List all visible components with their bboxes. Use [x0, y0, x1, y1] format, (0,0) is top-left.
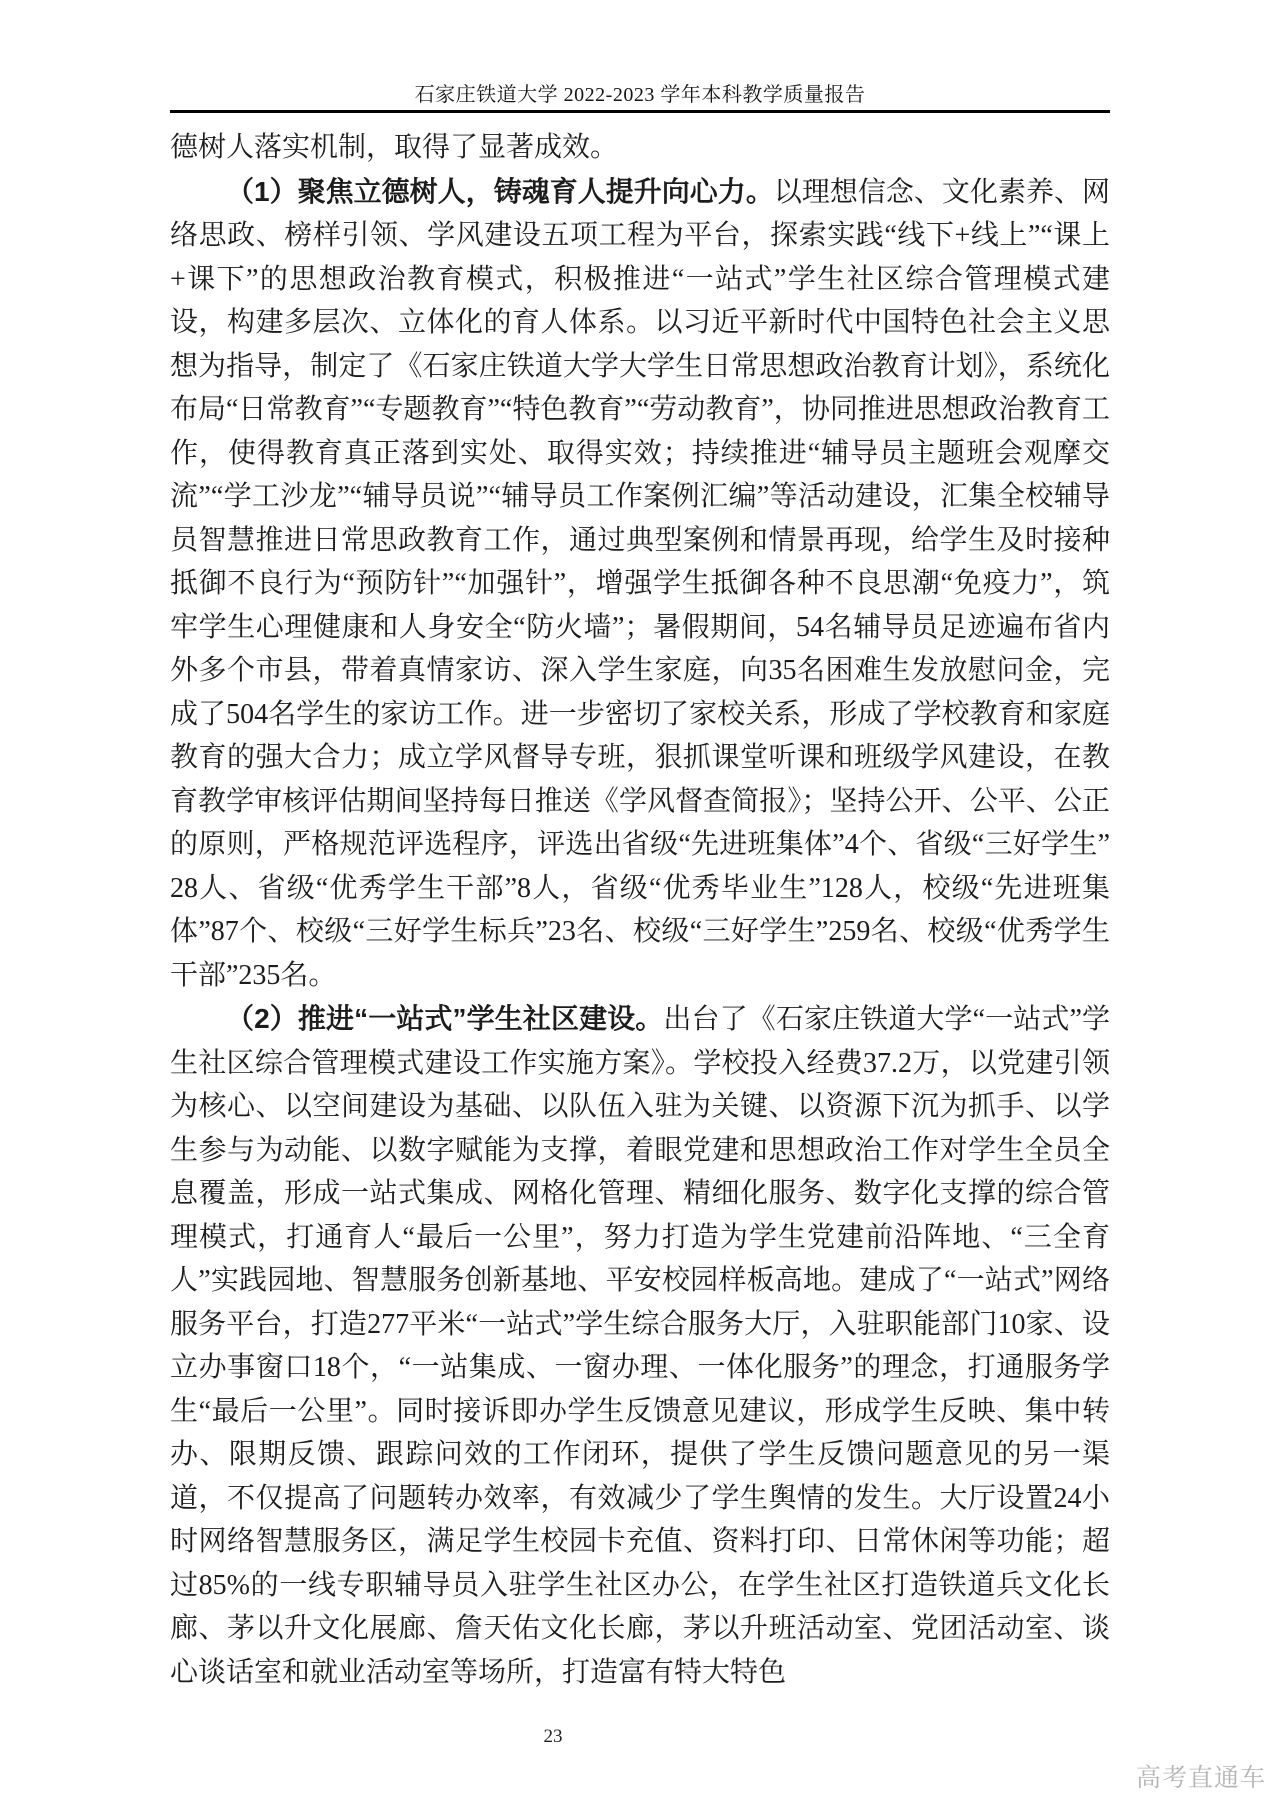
intro-paragraph: 德树人落实机制，取得了显著成效。 [170, 132, 619, 163]
document-body [170, 126, 1110, 1694]
page-number: 23 [543, 1726, 563, 1747]
paragraph-text: 以理想信念、文化素养、网络思政、榜样引领、学风建设五项工程为平台，探索实践“线下+线上”“课上+课下”的思想政治教育模式，积极推进“一站式”学生社区综合管理模式建设，构建多层次、立体化的育人体系。以习近平新时代中国特色社会主义思想为指导，制定了《石家庄铁道大学大学生日常思想政治教育计划》，系统化布局“日常教育”“专题教育”“特色教育”“劳动教育”，协同推进思想政治教育工作，使得教育真正落到实处、取得实效；持续推进“辅导员主题班会观摩交流”“学工沙龙”“辅导员说”“辅导员工作案例汇编”等活动建设，汇集全校辅导员智慧推进日常思政教育工作，通过典型案例和情景再现，给学生及时接种抵御不良行为“预防针”“加强针”，增强学生抵御各种不良思潮“免疫力”，筑牢学生心理健康和人身安全“防火墙”；暑假期间，54名辅导员足迹遍布省内外多个市县，带着真情家访、深入学生家庭，向35名困难生发放慰问金，完成了504名学生的家访工作。进一步密切了家校关系，形成了学校教育和家庭教育的强大合力；成立学风督导专班，狠抓课堂听课和班级学风建设，在教育教学审核评估期间坚持每日推送《学风督查简报》；坚持公开、公平、公正的原则，严格规范评选程序，评选出省级“先进班集体”4个、省级“三好学生”28人、省级“优秀学生干部”8人，省级“优秀毕业生”128人，校级“先进班集体”87个、校级“三好学生标兵”23名、校级“三好学生”259名、校级“优秀学生干部”235名。 [170, 176, 1110, 991]
header-rule [170, 110, 1110, 113]
paragraph-lead: （1）聚焦立德树人，铸魂育人提升向心力。 [226, 175, 774, 207]
paragraph-lead: （2）推进“一站式”学生社区建设。 [226, 1003, 664, 1034]
paragraph-text: 出台了《石家庄铁道大学“一站式”学生社区综合管理模式建设工作实施方案》。学校投入经费37.2万，以党建引领为核心、以空间建设为基础、以队伍入驻为关键、以资源下沉为抓手、以学生参与为动能、以数字赋能为支撑，着眼党建和思想政治工作对学生全员全息覆盖，形成一站式集成、网格化管理、精细化服务、数字化支撑的综合管理模式，打通育人“最后一公里”，努力打造为学生党建前沿阵地、“三全育人”实践园地、智慧服务创新基地、平安校园样板高地。建成了“一站式”网络服务平台，打造277平米“一站式”学生综合服务大厅，入驻职能部门10家、设立办事窗口18个，“一站集成、一窗办理、一体化服务”的理念，打通服务学生“最后一公里”。同时接诉即办学生反馈意见建议，形成学生反映、集中转办、限期反馈、跟踪问效的工作闭环，提供了学生反馈问题意见的另一渠道，不仅提高了问题转办效率，有效减少了学生舆情的发生。大厅设置24小时网络智慧服务区，满足学生校园卡充值、资料打印、日常休闲等功能；超过85%的一线专职辅导员入驻学生社区办公，在学生社区打造铁道兵文化长廊、茅以升文化展廊、詹天佑文化长廊，茅以升班活动室、党团活动室、谈心谈话室和就业活动室等场所，打造富有特大特色 [170, 1004, 1111, 1688]
paragraph [170, 170, 1110, 998]
paragraph [170, 997, 1110, 1694]
watermark-text: 高考直通车 [1136, 1764, 1267, 1792]
page-header-title: 石家庄铁道大学 2022-2023 学年本科教学质量报告 [414, 84, 866, 106]
